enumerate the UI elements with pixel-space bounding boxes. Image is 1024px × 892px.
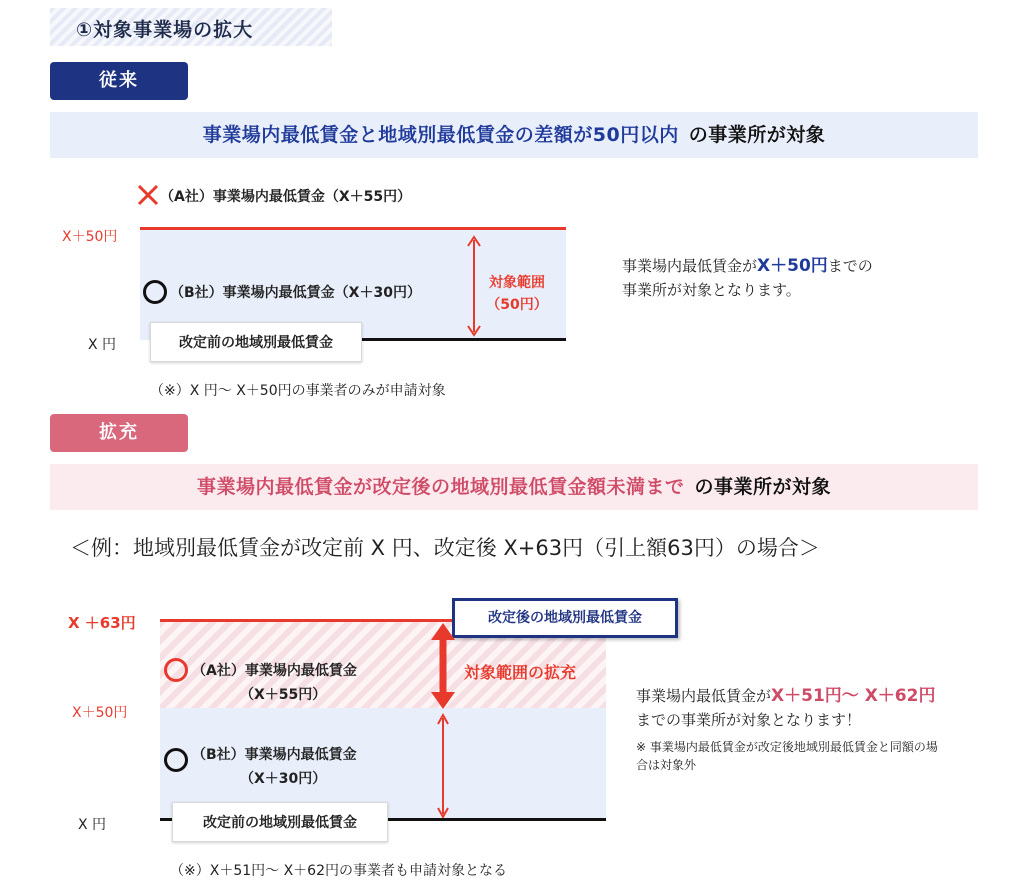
circle-icon [164, 748, 188, 772]
old-company-a-label: （A社）事業場内最低賃金（X＋55円） [160, 189, 412, 205]
new-label-x: X 円 [78, 817, 107, 833]
old-condition-rest: の事業所が対象 [688, 124, 826, 146]
expansion-arrow-icon [426, 622, 460, 710]
new-condition-band [50, 464, 978, 510]
old-range-label: 対象範囲 [489, 275, 545, 291]
old-line-x-plus-50 [140, 227, 566, 230]
old-desc-prefix: 事業場内最低賃金が [622, 257, 758, 275]
old-desc-line2: 事業所が対象となります。 [622, 281, 801, 299]
new-post-revision-box: 改定後の地域別最低賃金 [452, 598, 678, 638]
old-condition-band [50, 112, 978, 158]
new-condition-highlight: 事業場内最低賃金が改定後の地域別最低賃金額未満まで [196, 476, 685, 498]
old-label-x: X 円 [88, 337, 117, 353]
new-range-label: 対象範囲の拡充 [464, 663, 577, 682]
new-desc-line2: までの事業所が対象となります！ [636, 711, 862, 729]
old-description [622, 254, 982, 302]
circle-icon [164, 658, 188, 682]
old-desc-suffix: までの [827, 257, 873, 275]
example-caption: ＜例：地域別最低賃金が改定前 X 円、改定後 X+63円（引上額63円）の場合＞ [70, 536, 820, 560]
old-label-x-plus-50: X＋50円 [62, 229, 118, 245]
old-note: （※）X 円〜 X＋50円の事業者のみが申請対象 [150, 383, 446, 399]
new-company-b-label: （B社）事業場内最低賃金 [192, 747, 357, 763]
new-company-a-wage: （X＋55円） [240, 687, 327, 703]
new-small-note-1: ※ 事業場内最低賃金が改定後地域別最低賃金と同額の場 [636, 740, 938, 754]
new-description [636, 684, 1006, 732]
new-label-x-plus-63: X ＋63円 [68, 614, 136, 632]
old-desc-highlight: X＋50円 [757, 256, 828, 276]
new-desc-prefix: 事業場内最低賃金が [636, 687, 772, 705]
old-condition-highlight: 事業場内最低賃金と地域別最低賃金の差額が50円以内 [202, 124, 679, 146]
cross-icon [136, 183, 160, 207]
new-label-x-plus-50: X＋50円 [72, 705, 128, 721]
new-pre-revision-box: 改定前の地域別最低賃金 [172, 802, 388, 842]
old-tag: 従来 [50, 62, 188, 100]
old-range-amount: （50円） [486, 297, 548, 313]
new-note: （※）X＋51円〜 X＋62円の事業者も申請対象となる [170, 863, 507, 879]
new-company-a-label: （A社）事業場内最低賃金 [192, 663, 357, 679]
circle-icon [143, 280, 167, 304]
old-pre-revision-box: 改定前の地域別最低賃金 [150, 322, 362, 362]
double-arrow-icon [464, 234, 484, 338]
new-tag: 拡充 [50, 414, 188, 452]
double-arrow-icon [436, 712, 450, 820]
new-condition-rest: の事業所が対象 [694, 476, 832, 498]
new-small-note-2: 合は対象外 [636, 758, 697, 772]
new-desc-highlight: X＋51円〜 X＋62円 [771, 686, 936, 706]
new-small-note [636, 738, 1006, 774]
new-company-b-wage: （X＋30円） [240, 771, 327, 787]
old-company-b-label: （B社）事業場内最低賃金（X＋30円） [170, 285, 421, 301]
section-title: ①対象事業場の拡大 [50, 8, 332, 46]
